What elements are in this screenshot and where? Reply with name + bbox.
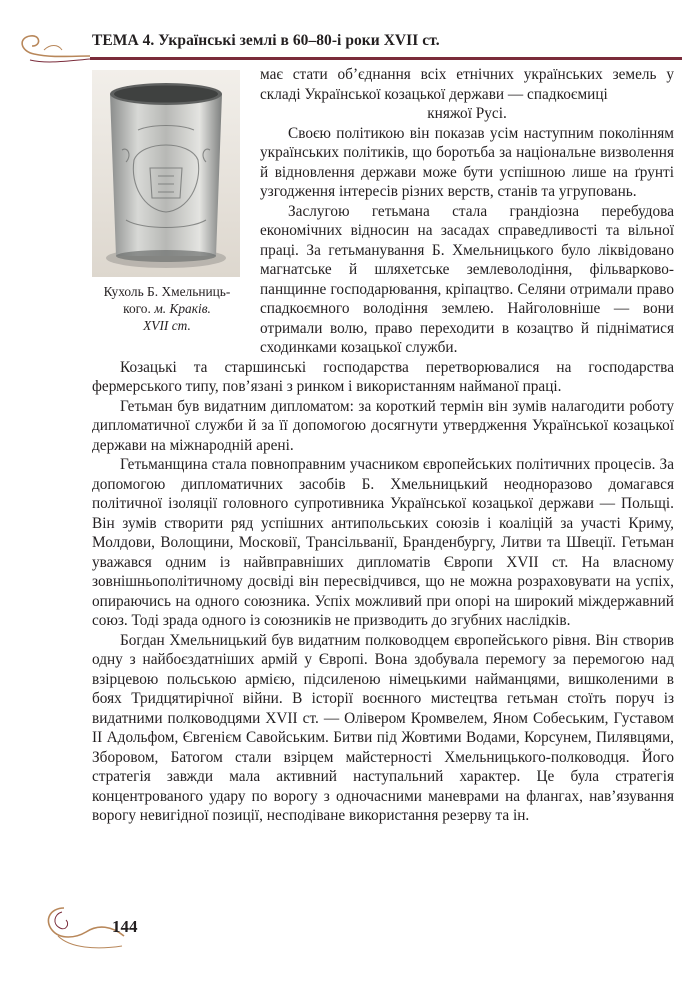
paragraph: Богдан Хмельницький був видатним полководцем європейського рівня. Він створив одну з найбоєздатніших армій у Європі. Вона здобувала перемогу за перемогою над взірцевою польською армією, підсиленою німецькими найманцями, вишколеними в боях Тридцятирічної війни. В історії воєнного мистецтва гетьман стоїть поруч із видатними полководцями XVII ст. — Олівером Кромвелем, Яном Собеським, Густавом II Адольфом, Євгенієм Савойським. Битви під Жовтими Водами, Корсунем, Пилявцями, Зборовом, Батогом стали взірцем майстерності Хмельницького-полководця. Його стратегія завжди мала активний наступальний характер. Це була стратегія концентрованого удару по ворогу з одночасними маневрами на флангах, нав’язування ворогу невигідної позиції, несподіване використання резерву та ін. xyxy=(92,631,674,824)
header-divider xyxy=(90,57,682,60)
page-number: 144 xyxy=(112,917,138,936)
page-header-title: ТЕМА 4. Українські землі в 60–80-і роки XVII ст. xyxy=(92,32,440,49)
caption-text: кого. xyxy=(123,301,155,316)
paragraph-line: княжої Русі. xyxy=(427,105,507,122)
paragraph: Козацькі та старшинські господарства перетворювалися на господарства фермерського типу, пов’язані з ринком і використанням найманої праці. xyxy=(92,358,674,395)
body-text xyxy=(92,65,674,826)
caption-place: м. Краків. xyxy=(154,301,211,316)
paragraph: Своєю політикою він показав усім наступним поколінням українських політиків, що боротьба за національне визволення й відновлення держави може бути успішною лише на ґрунті узгодження інтересів різних верств, станів та угруповань. xyxy=(260,124,674,200)
header-flourish-ornament xyxy=(12,26,92,66)
figure-spacer xyxy=(92,65,260,355)
paragraph: має стати об’єднання всіх етнічних українських земель у складі Української козацької держави — спадкоємиці xyxy=(260,66,674,103)
paragraph: Гетьманщина стала повноправним учасником європейських політичних процесів. За допомогою дипломатичних засобів Б. Хмельницький неодноразово домагався політичної ізоляції головного супротивника Української козацької держави — Польщі. Він зумів створити ряд успішних антипольських союзів і коаліцій за участі Криму, Молдови, Волощини, Московії, Трансільванії, Бранденбургу, Литви та Швеції. Гетьман уважався одним із найвправніших дипломатів Європи XVII ст. На власному зовнішньополітичному досвіді він пересвідчився, що не можна розраховувати на успіх, опираючись на одного союзника. Успіх можливий при опорі на широкий міждержавний союз. Тоді зрада одного із союзників не призводить до згубних наслідків. xyxy=(92,456,674,629)
caption-date: XVII ст. xyxy=(143,318,191,333)
paragraph: Гетьман був видатним дипломатом: за короткий термін він зумів налагодити роботу дипломатичної служби й за її допомогою досягнути утвердження Української козацької держави на міжнародній арені. xyxy=(92,397,674,454)
paragraph: Заслугою гетьмана стала грандіозна перебудова економічних відносин на засадах справедливості та вільної праці. За гетьманування Б. Хмельницького було ліквідовано магнатське й шляхетське землеволодіння, фільварково-панщинне господарювання, кріпацтво. Селяни отримали право спадкоємного володіння землею. Найголовніше — вони отримали волю, право переходити в козацтво й підніматися сходинками козацької служби. xyxy=(260,202,674,356)
caption-line: Кухоль Б. Хмельниць- xyxy=(103,284,231,299)
